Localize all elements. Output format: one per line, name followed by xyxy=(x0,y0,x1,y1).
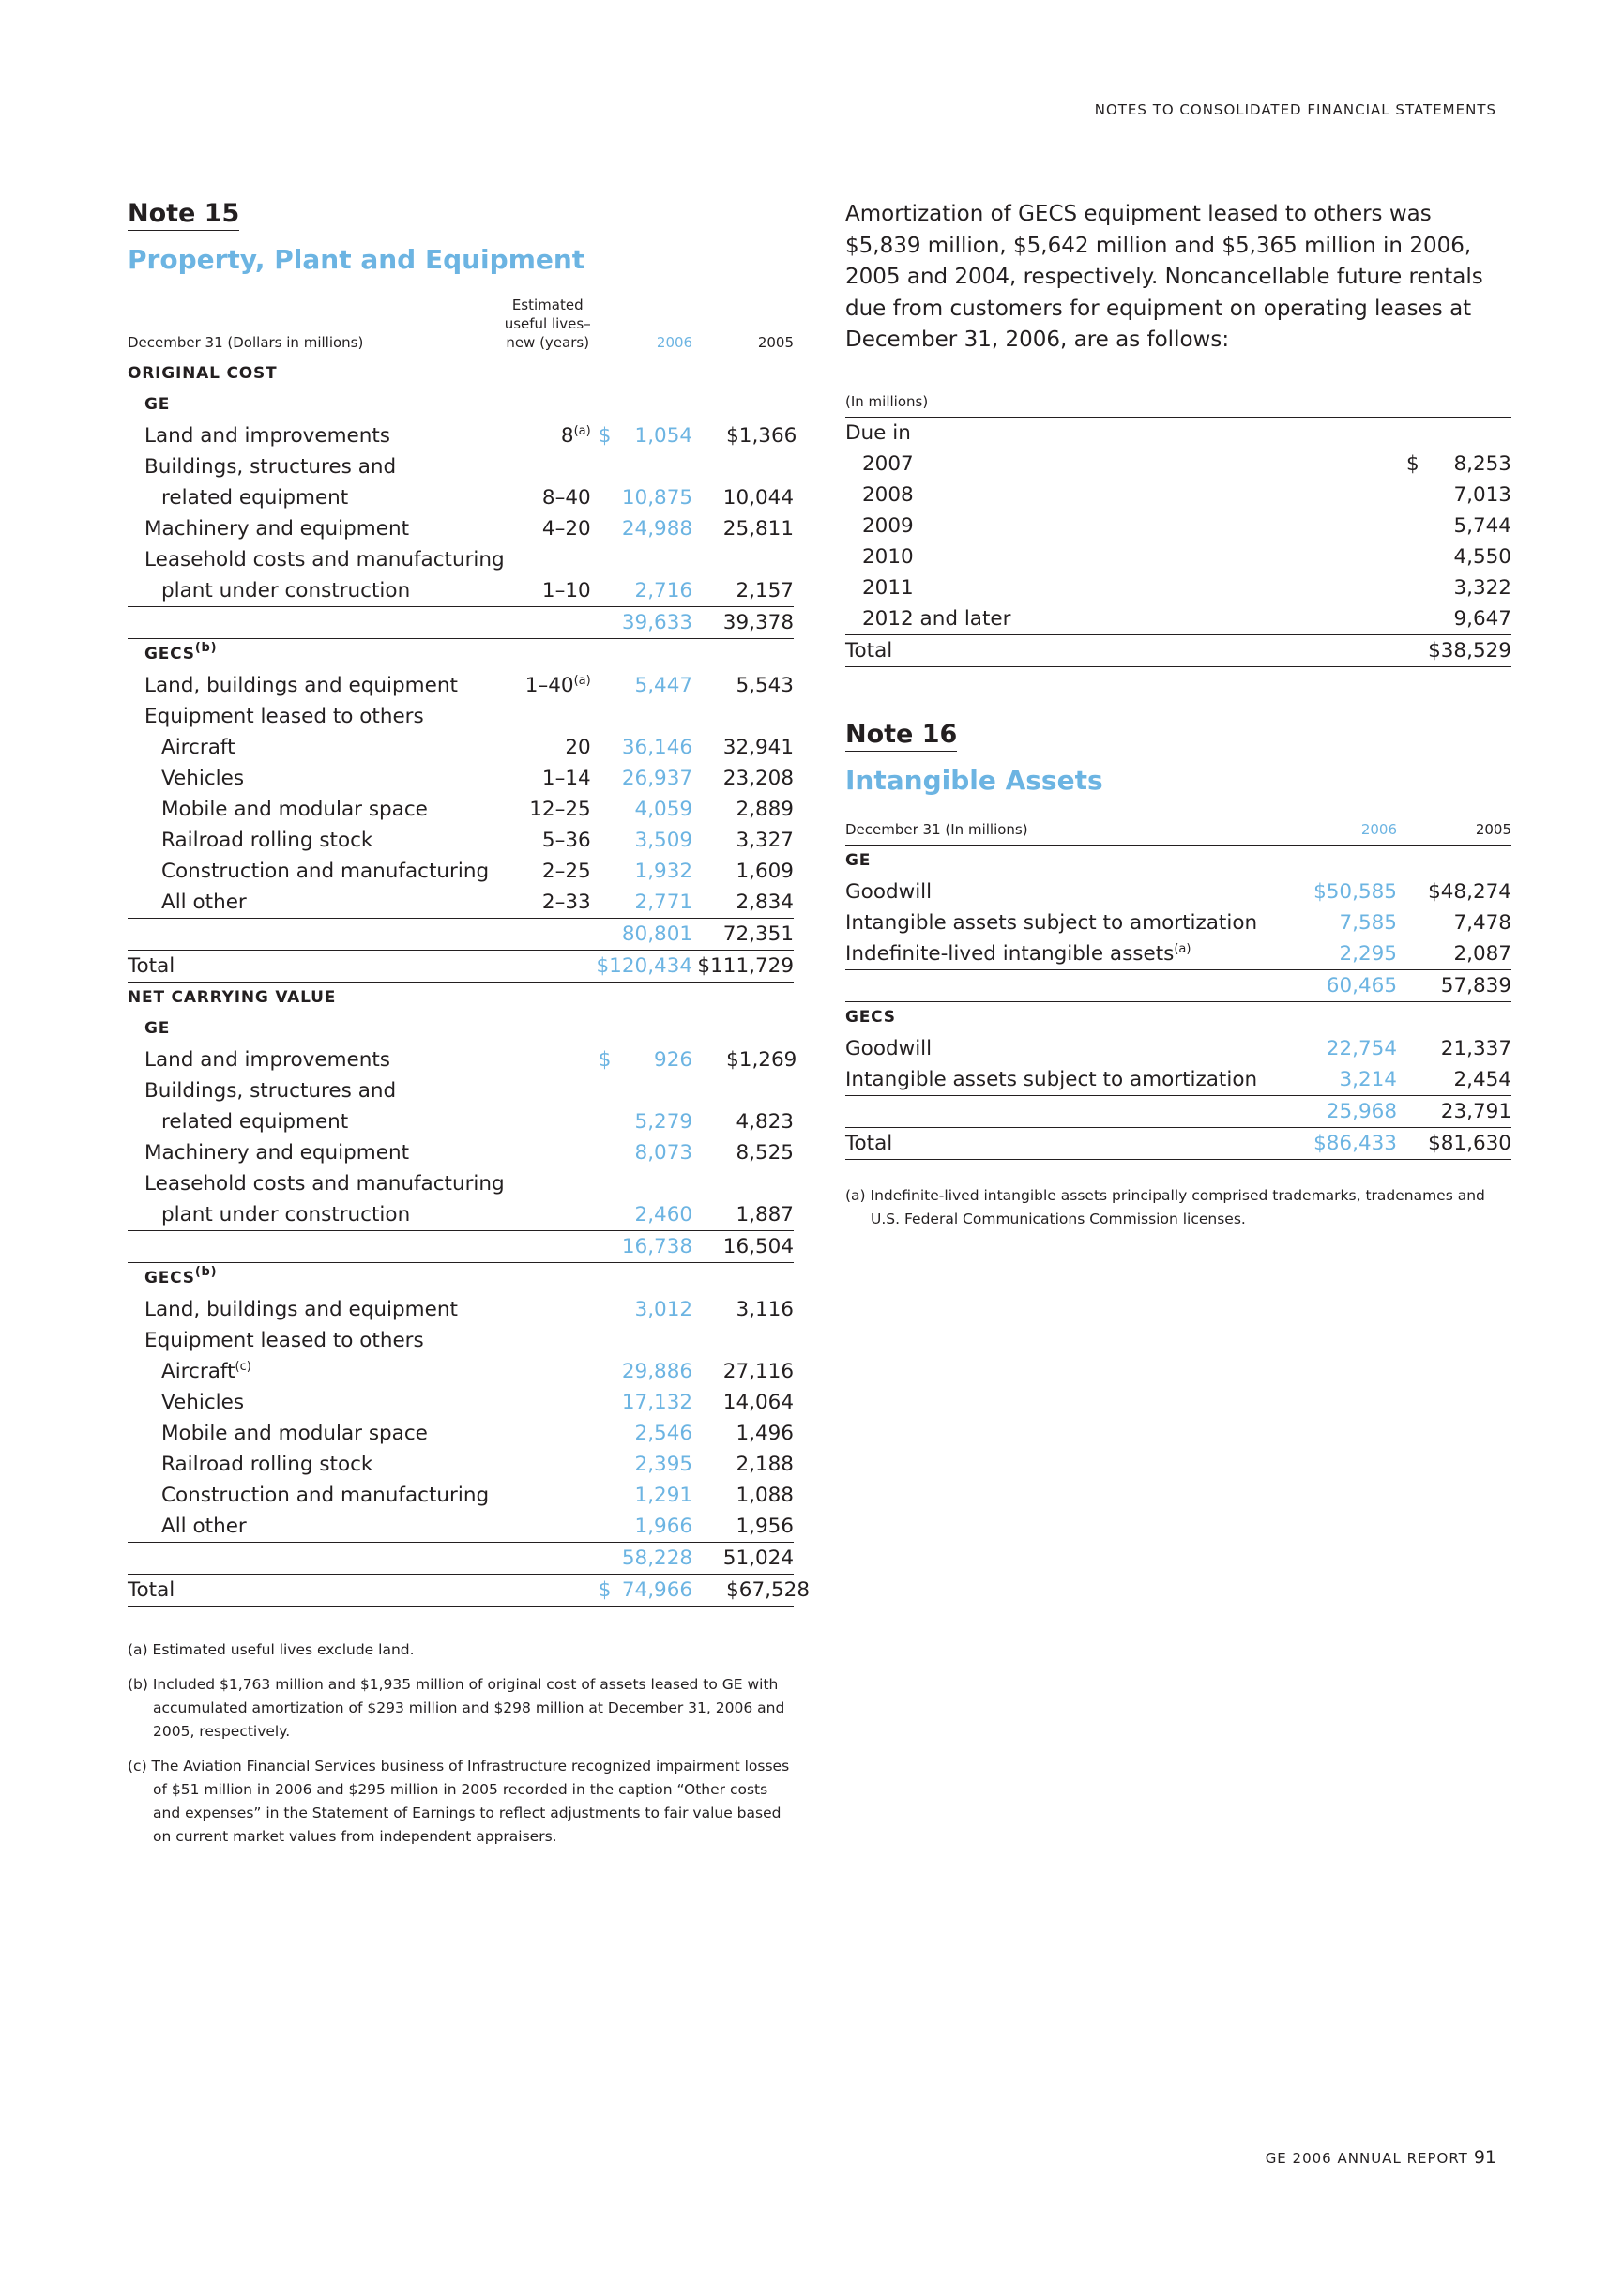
row-value-2005: 25,811 xyxy=(722,517,794,541)
row-value-2005: 2,157 xyxy=(736,579,794,602)
lease-row xyxy=(845,480,1511,510)
lease-intro: Amortization of GECS equipment leased to others was $5,839 million, $5,642 million and $5,365 million in 2006, 2005 and 2004, respectively. Noncancellable future rentals due from customers for equipment on operating leases at December 31, 2006, are as follows: xyxy=(845,202,1483,352)
lease-table xyxy=(845,392,1511,667)
note-15-number: Note 15 xyxy=(128,199,239,231)
row-value-2006: 2,460 xyxy=(634,1203,693,1226)
row-label: Leasehold costs and manufacturing xyxy=(144,548,505,571)
row-useful-life xyxy=(505,1075,591,1106)
row-value-2006: 2,716 xyxy=(634,579,693,602)
row-useful-life xyxy=(505,544,591,575)
lease-year: 2012 and later xyxy=(862,606,1011,631)
row-value-2006: 1,966 xyxy=(634,1515,693,1538)
row-useful-life xyxy=(505,1106,591,1137)
row-value-2006 xyxy=(591,701,692,732)
row-useful-life: 12–25 xyxy=(529,798,591,821)
row-value-2005 xyxy=(692,1075,794,1106)
nc-ge-rows xyxy=(128,1044,797,1231)
row-label: Vehicles xyxy=(161,1391,245,1414)
intangible-value-2006: 3,214 xyxy=(1339,1067,1397,1091)
nc-gecs-subtotal-2006: 58,228 xyxy=(591,1543,692,1575)
table-row xyxy=(128,670,794,701)
table-row xyxy=(128,1387,794,1418)
row-label: Mobile and modular space xyxy=(161,798,428,821)
note-16-footnotes xyxy=(845,1184,1511,1231)
page-footer xyxy=(1266,2147,1496,2168)
section-net-carrying: NET CARRYING VALUE xyxy=(128,988,337,1007)
intangible-value-2005: 21,337 xyxy=(1440,1036,1511,1060)
header-life-line2: useful lives– xyxy=(504,315,591,332)
row-value-2005 xyxy=(692,701,794,732)
row-value-2006: 2,771 xyxy=(634,891,693,914)
intangibles-ge-subtotal-2005: 57,839 xyxy=(1397,969,1511,1001)
intangible-value-2006: 2,295 xyxy=(1339,941,1397,966)
lease-total-label: Total xyxy=(845,634,1371,666)
row-label: Railroad rolling stock xyxy=(161,829,373,852)
header-2005: 2005 xyxy=(757,334,794,351)
right-column xyxy=(845,199,1511,1242)
note-16-section xyxy=(845,720,1511,1231)
header-2006: 2006 xyxy=(656,334,693,351)
intangibles-table xyxy=(845,820,1511,1160)
intangible-value-2006: 22,754 xyxy=(1326,1036,1397,1060)
intangibles-header-label: December 31 (In millions) xyxy=(845,820,1028,838)
row-useful-life: 8$^{(a)}$ xyxy=(560,424,591,448)
row-label: All other xyxy=(161,1515,247,1538)
lease-row xyxy=(845,603,1511,635)
intangible-row xyxy=(845,907,1511,938)
oc-total-2006: $120,434 xyxy=(591,951,692,983)
row-label: Railroad rolling stock xyxy=(161,1453,373,1476)
table-row xyxy=(128,732,794,763)
row-useful-life xyxy=(505,1137,591,1168)
row-label: Machinery and equipment xyxy=(144,517,410,541)
lease-row xyxy=(845,449,1511,480)
row-label: Construction and manufacturing xyxy=(161,1484,490,1507)
row-value-2006: 3,509 xyxy=(634,829,693,852)
row-value-2006 xyxy=(591,451,692,482)
row-value-2005: 1,496 xyxy=(736,1422,794,1445)
subsection-gecs-net: GECS$^{(b)}$ xyxy=(128,1263,794,1295)
row-value-2005: 2,834 xyxy=(736,891,794,914)
table-row xyxy=(128,1199,794,1231)
row-value-2005 xyxy=(692,1168,794,1199)
lease-due-in: Due in xyxy=(845,420,911,445)
row-value-2005: 2,889 xyxy=(736,798,794,821)
row-label: Buildings, structures and xyxy=(144,455,397,479)
row-label: Mobile and modular space xyxy=(161,1422,428,1445)
oc-ge-subtotal-2005: 39,378 xyxy=(692,607,794,639)
oc-total-2005: $111,729 xyxy=(692,951,794,983)
row-label: Land, buildings and equipment xyxy=(144,674,458,697)
row-value-2006: 5,279 xyxy=(634,1110,693,1134)
row-useful-life xyxy=(505,1480,591,1511)
row-value-2006: 29,886 xyxy=(621,1360,693,1383)
row-value-2006: 5,447 xyxy=(634,674,693,697)
row-useful-life xyxy=(505,1044,591,1075)
table-row xyxy=(128,1106,794,1137)
row-label: Equipment leased to others xyxy=(144,1329,424,1352)
row-useful-life xyxy=(505,451,591,482)
row-value-2005: 1,887 xyxy=(736,1203,794,1226)
lease-amount: 9,647 xyxy=(1453,606,1511,631)
intangibles-gecs-subtotal-2006: 25,968 xyxy=(1296,1095,1397,1127)
lease-year: 2010 xyxy=(862,544,914,569)
intangible-label: Indefinite-lived intangible assets$^{(a)}$ xyxy=(845,941,1191,966)
table-row xyxy=(128,482,794,513)
running-head: NOTES TO CONSOLIDATED FINANCIAL STATEMENTS xyxy=(1094,101,1496,118)
row-value-2005: 14,064 xyxy=(722,1391,794,1414)
row-value-2006: 1,291 xyxy=(634,1484,693,1507)
table-row xyxy=(128,544,794,575)
intangible-row xyxy=(845,1033,1511,1064)
row-useful-life xyxy=(505,701,591,732)
subsection-ge: GE xyxy=(144,395,171,414)
row-value-2005: $ 1,269 xyxy=(726,1048,797,1072)
lease-year: 2007 xyxy=(862,451,914,476)
row-useful-life: 1–40$^{(a)}$ xyxy=(524,674,591,697)
footnote-a: (a) Estimated useful lives exclude land. xyxy=(128,1641,415,1658)
nc-total-2005: $ 67,528 xyxy=(692,1575,794,1607)
row-useful-life xyxy=(505,1325,591,1356)
row-value-2006: 10,875 xyxy=(621,486,693,510)
lease-row xyxy=(845,572,1511,603)
intangible-value-2006: $50,585 xyxy=(1313,879,1397,904)
table-row xyxy=(128,451,794,482)
intangible-value-2005: $48,274 xyxy=(1428,879,1511,904)
row-value-2006: $ 926 xyxy=(598,1048,693,1072)
row-value-2005: 1,088 xyxy=(736,1484,794,1507)
table-row xyxy=(128,825,794,856)
table-row xyxy=(128,794,794,825)
row-useful-life xyxy=(505,1449,591,1480)
intangible-value-2005: 2,454 xyxy=(1453,1067,1511,1091)
row-label: Aircraft$^{(c)}$ xyxy=(161,1360,251,1383)
intangibles-total-2006: $86,433 xyxy=(1296,1127,1397,1159)
row-value-2006: 24,988 xyxy=(621,517,693,541)
row-value-2005: 5,543 xyxy=(736,674,794,697)
row-value-2006: $ 1,054 xyxy=(598,424,693,448)
row-label: Construction and manufacturing xyxy=(161,860,490,883)
row-useful-life: 2–25 xyxy=(541,860,591,883)
intangible-row xyxy=(845,1064,1511,1096)
row-value-2005: 10,044 xyxy=(722,486,794,510)
row-label: related equipment xyxy=(161,486,349,510)
table-row xyxy=(128,887,794,919)
row-useful-life xyxy=(505,1387,591,1418)
row-value-2005: 27,116 xyxy=(722,1360,794,1383)
lease-amount: 7,013 xyxy=(1453,482,1511,507)
row-value-2006: 36,146 xyxy=(621,736,693,759)
row-value-2006: 3,012 xyxy=(634,1298,693,1321)
intangibles-total-2005: $81,630 xyxy=(1397,1127,1511,1159)
note-16-title: Intangible Assets xyxy=(845,764,1103,796)
row-label: Land, buildings and equipment xyxy=(144,1298,458,1321)
row-useful-life: 5–36 xyxy=(541,829,591,852)
row-label: plant under construction xyxy=(161,579,411,602)
table-row xyxy=(128,513,794,544)
row-useful-life xyxy=(505,1294,591,1325)
intangibles-ge-rows xyxy=(845,876,1511,970)
oc-ge-subtotal-2006: 39,633 xyxy=(591,607,692,639)
row-label: related equipment xyxy=(161,1110,349,1134)
nc-total-2006: $ 74,966 xyxy=(591,1575,692,1607)
intangible-row xyxy=(845,938,1511,970)
table-header xyxy=(128,296,794,358)
intangibles-header-2006: 2006 xyxy=(1360,820,1397,838)
row-useful-life: 1–10 xyxy=(541,579,591,602)
row-label: Leasehold costs and manufacturing xyxy=(144,1172,505,1196)
row-value-2005 xyxy=(692,451,794,482)
table-row xyxy=(128,1294,794,1325)
ppe-table xyxy=(128,296,811,1607)
row-value-2006: 2,395 xyxy=(634,1453,693,1476)
intangibles-total-label: Total xyxy=(845,1127,1296,1159)
intangible-value-2005: 2,087 xyxy=(1453,941,1511,966)
intangible-label: Intangible assets subject to amortization xyxy=(845,910,1258,935)
intangible-row xyxy=(845,876,1511,907)
row-value-2006: 4,059 xyxy=(634,798,693,821)
lease-year: 2008 xyxy=(862,482,914,507)
row-useful-life: 2–33 xyxy=(541,891,591,914)
table-row xyxy=(128,1449,794,1480)
row-value-2005: 2,188 xyxy=(736,1453,794,1476)
intangible-label: Goodwill xyxy=(845,1036,933,1060)
table-row xyxy=(128,1480,794,1511)
note-15-section xyxy=(128,199,811,1860)
lease-row xyxy=(845,510,1511,541)
row-label: Aircraft xyxy=(161,736,235,759)
row-value-2005: 1,956 xyxy=(736,1515,794,1538)
table-row xyxy=(128,1075,794,1106)
table-row xyxy=(128,763,794,794)
table-row xyxy=(128,701,794,732)
row-value-2005 xyxy=(692,544,794,575)
row-value-2005: 23,208 xyxy=(722,767,794,790)
footer-report: GE 2006 ANNUAL REPORT xyxy=(1265,2150,1468,2167)
row-value-2006: 26,937 xyxy=(621,767,693,790)
footnote-c: (c) The Aviation Financial Services business of Infrastructure recognized impairment losses of $51 million in 2006 and $295 million in 2005 recorded in the caption “Other costs and expenses” in the Statement of Earnings to reflect adjustments to fair value based on current market values from independent appraisers. xyxy=(128,1758,790,1845)
header-label: December 31 (Dollars in millions) xyxy=(128,334,364,351)
intangible-label: Intangible assets subject to amortization xyxy=(845,1067,1258,1091)
row-value-2005: 1,609 xyxy=(736,860,794,883)
nc-gecs-subtotal-2005: 51,024 xyxy=(692,1543,794,1575)
row-value-2005: 32,941 xyxy=(722,736,794,759)
nc-ge-subtotal-2006: 16,738 xyxy=(591,1231,692,1263)
oc-gecs-subtotal-2006: 80,801 xyxy=(591,919,692,951)
row-label: Land and improvements xyxy=(144,1048,391,1072)
row-useful-life: 4–20 xyxy=(541,517,591,541)
row-value-2006 xyxy=(591,1075,692,1106)
intangibles-ge: GE xyxy=(845,850,872,870)
row-value-2005: 3,116 xyxy=(736,1298,794,1321)
row-value-2005: $ 1,366 xyxy=(726,424,797,448)
note-16-footnote-a: (a) Indefinite-lived intangible assets principally comprised trademarks, tradenames and U.S. Federal Communications Commission licenses. xyxy=(845,1186,1485,1227)
subsection-ge-net: GE xyxy=(144,1019,171,1038)
row-label: Land and improvements xyxy=(144,424,391,448)
intangibles-gecs: GECS xyxy=(845,1007,896,1027)
oc-gecs-subtotal-2005: 72,351 xyxy=(692,919,794,951)
row-value-2006 xyxy=(591,1325,692,1356)
nc-gecs-rows xyxy=(128,1294,794,1543)
row-useful-life: 20 xyxy=(565,736,591,759)
lease-rows xyxy=(845,449,1511,635)
row-useful-life xyxy=(505,1418,591,1449)
lease-amount: $ 8,253 xyxy=(1406,451,1511,476)
lease-year: 2011 xyxy=(862,575,914,600)
oc-total-label: Total xyxy=(128,951,505,983)
row-label: Machinery and equipment xyxy=(144,1141,410,1165)
row-label: All other xyxy=(161,891,247,914)
note-15-title: Property, Plant and Equipment xyxy=(128,244,585,275)
lease-year: 2009 xyxy=(862,513,914,538)
intangibles-gecs-subtotal-2005: 23,791 xyxy=(1397,1095,1511,1127)
row-value-2006: 17,132 xyxy=(621,1391,693,1414)
row-useful-life: 1–14 xyxy=(541,767,591,790)
row-value-2006: 1,932 xyxy=(634,860,693,883)
intangible-label: Goodwill xyxy=(845,879,933,904)
table-row xyxy=(128,1356,794,1387)
row-useful-life xyxy=(505,1199,591,1231)
intangibles-gecs-rows xyxy=(845,1033,1511,1096)
row-value-2006 xyxy=(591,1168,692,1199)
row-value-2006 xyxy=(591,544,692,575)
lease-amount: 5,744 xyxy=(1453,513,1511,538)
intangible-value-2005: 7,478 xyxy=(1453,910,1511,935)
row-value-2006: 2,546 xyxy=(634,1422,693,1445)
row-useful-life xyxy=(505,1511,591,1543)
lease-total-value: $38,529 xyxy=(1371,634,1511,666)
subsection-gecs: GECS$^{(b)}$ xyxy=(128,639,794,671)
header-life-line1: Estimated xyxy=(511,297,584,313)
note-15-footnotes xyxy=(128,1638,794,1849)
header-life-line3: new (years) xyxy=(506,334,590,351)
table-row xyxy=(128,1137,794,1168)
row-label: plant under construction xyxy=(161,1203,411,1226)
table-row xyxy=(128,1511,794,1543)
table-row xyxy=(128,1325,794,1356)
row-value-2005: 8,525 xyxy=(736,1141,794,1165)
lease-row xyxy=(845,541,1511,572)
row-value-2005: 4,823 xyxy=(736,1110,794,1134)
lease-amount: 3,322 xyxy=(1453,575,1511,600)
header-life xyxy=(505,296,591,358)
oc-gecs-rows xyxy=(128,670,794,919)
table-row xyxy=(128,1168,794,1199)
page-number: 91 xyxy=(1473,2147,1496,2168)
footnote-b: (b) Included $1,763 million and $1,935 million of original cost of assets leased to GE with accumulated amortization of $293 million and $298 million at December 31, 2006 and 2005, respectively. xyxy=(128,1676,785,1740)
row-label: Vehicles xyxy=(161,767,245,790)
table-row xyxy=(128,1418,794,1449)
oc-ge-rows xyxy=(128,420,797,607)
row-value-2005: 3,327 xyxy=(736,829,794,852)
table-row xyxy=(128,420,794,451)
note-16-number: Note 16 xyxy=(845,720,957,752)
intangibles-ge-subtotal-2006: 60,465 xyxy=(1296,969,1397,1001)
nc-total-label: Total xyxy=(128,1575,505,1607)
section-original-cost: ORIGINAL COST xyxy=(128,364,278,383)
table-row xyxy=(128,856,794,887)
nc-ge-subtotal-2005: 16,504 xyxy=(692,1231,794,1263)
table-row xyxy=(128,575,794,607)
row-value-2005 xyxy=(692,1325,794,1356)
intangibles-header-2005: 2005 xyxy=(1475,820,1511,838)
row-value-2006: 8,073 xyxy=(634,1141,693,1165)
intangible-value-2006: 7,585 xyxy=(1339,910,1397,935)
row-useful-life xyxy=(505,1356,591,1387)
lease-header: (In millions) xyxy=(845,392,929,410)
row-useful-life xyxy=(505,1168,591,1199)
row-useful-life: 8–40 xyxy=(541,486,591,510)
table-row xyxy=(128,1044,794,1075)
row-label: Equipment leased to others xyxy=(144,705,424,728)
row-label: Buildings, structures and xyxy=(144,1079,397,1103)
lease-amount: 4,550 xyxy=(1453,544,1511,569)
